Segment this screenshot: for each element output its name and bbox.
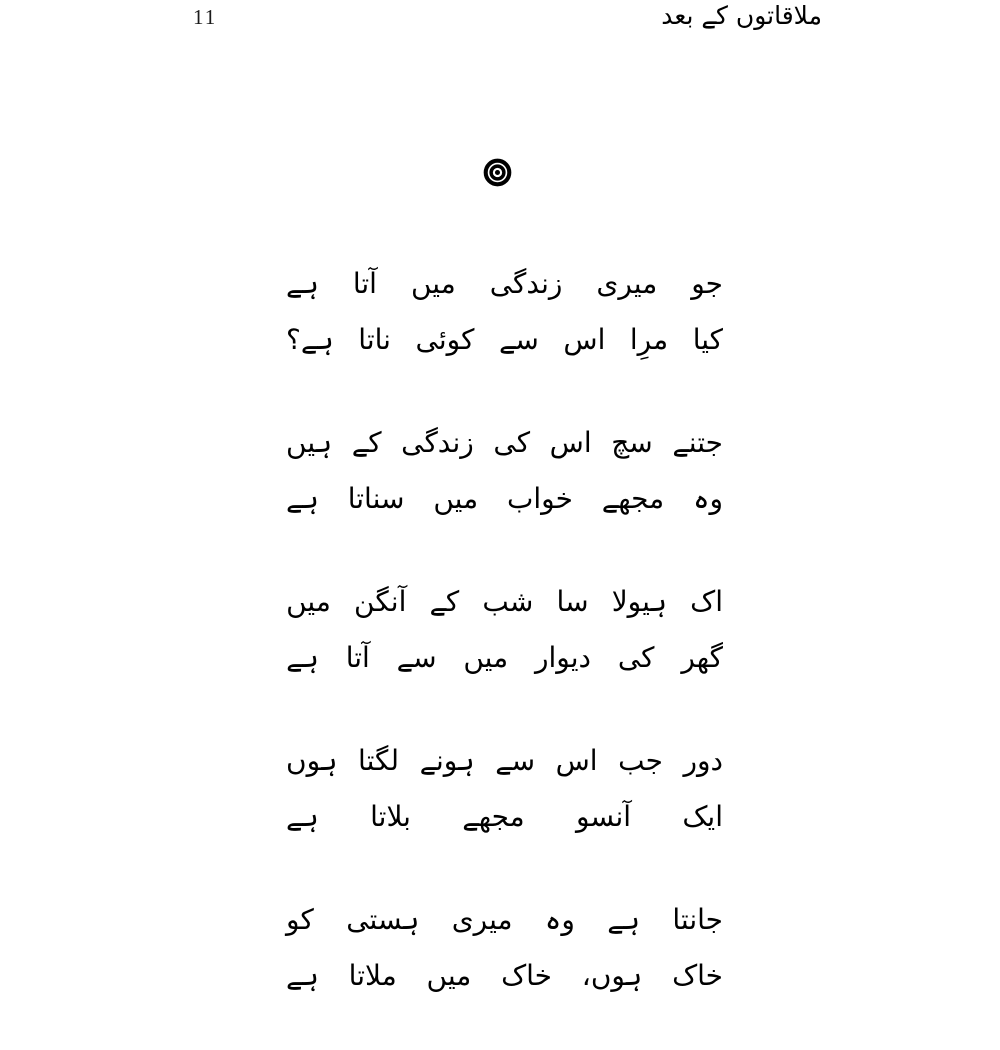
poem-word: میری bbox=[451, 902, 513, 936]
poem-word: ہے bbox=[286, 799, 319, 833]
couplet bbox=[286, 732, 723, 844]
poem-word: وہ bbox=[544, 902, 575, 936]
poem-word: اس bbox=[555, 743, 598, 777]
poem-line bbox=[286, 788, 723, 844]
poem-word: لگتا bbox=[358, 743, 400, 777]
poem-word: زندگی bbox=[401, 425, 474, 459]
poem-word: ملاتا bbox=[348, 958, 397, 992]
poem-line bbox=[286, 311, 723, 367]
poem-word: دیوار bbox=[534, 640, 591, 674]
poem-line bbox=[286, 414, 723, 470]
poem-word: سا bbox=[556, 584, 589, 618]
poem-word: آتا bbox=[352, 266, 377, 300]
poem-word: بلاتا bbox=[370, 799, 411, 833]
poem-word: دور bbox=[683, 743, 723, 777]
poem-word: ناتا bbox=[358, 322, 391, 356]
poem-word: ہستی bbox=[346, 902, 420, 936]
poem-word: ہونے bbox=[419, 743, 475, 777]
poem-word: سے bbox=[498, 322, 539, 356]
poem-word: سے bbox=[495, 743, 536, 777]
poem-line bbox=[286, 947, 723, 1003]
poem-word: ہے؟ bbox=[286, 322, 334, 356]
couplet bbox=[286, 414, 723, 526]
poem-word: خاک bbox=[672, 958, 723, 992]
poem-word: مجھے bbox=[601, 481, 665, 515]
couplet bbox=[286, 891, 723, 1003]
poem-word: گھر bbox=[681, 640, 723, 674]
poem-word: کے bbox=[351, 425, 382, 459]
poem-word: زندگی bbox=[489, 266, 563, 300]
poem-word: ایک bbox=[682, 799, 723, 833]
poem-line bbox=[286, 255, 723, 311]
bullseye-ornament-icon bbox=[483, 158, 512, 187]
poem-word: مرِا bbox=[629, 322, 669, 356]
poem-word: ہے bbox=[607, 902, 641, 936]
poem-word: کی bbox=[617, 640, 655, 674]
poem-word: کوئی bbox=[415, 322, 475, 356]
poem-word: آنگن bbox=[354, 584, 407, 618]
poem-body bbox=[286, 255, 723, 1050]
poem-word: ہے bbox=[286, 640, 319, 674]
poem-word: خواب bbox=[507, 481, 573, 515]
poem-word: جانتا bbox=[672, 902, 723, 936]
poem-word: ہیں bbox=[286, 425, 333, 459]
poem-word: ہے bbox=[286, 481, 319, 515]
poem-word: کے bbox=[429, 584, 460, 618]
poem-word: اک bbox=[690, 584, 723, 618]
poem-line bbox=[286, 573, 723, 629]
poem-line bbox=[286, 732, 723, 788]
page-number: 11 bbox=[193, 5, 218, 29]
poem-word: اس bbox=[563, 322, 606, 356]
poem-word: سناتا bbox=[347, 481, 405, 515]
poem-word: آتا bbox=[345, 640, 370, 674]
poem-word: میں bbox=[286, 584, 331, 618]
poem-word: جب bbox=[618, 743, 663, 777]
poem-word: ہیولا bbox=[611, 584, 667, 618]
poem-word: میری bbox=[596, 266, 658, 300]
couplet bbox=[286, 255, 723, 367]
poem-word: میں bbox=[463, 640, 509, 674]
poem-word: شب bbox=[482, 584, 534, 618]
poem-word: ہوں، bbox=[581, 958, 643, 992]
poem-word: کیا bbox=[692, 322, 723, 356]
poem-word: خاک bbox=[501, 958, 552, 992]
poem-word: میں bbox=[433, 481, 479, 515]
couplet bbox=[286, 573, 723, 685]
poem-line bbox=[286, 629, 723, 685]
poem-word: میں bbox=[410, 266, 456, 300]
poem-word: آنسو bbox=[576, 799, 632, 833]
poem-word: کو bbox=[286, 902, 314, 936]
poem-word: ہوں bbox=[286, 743, 338, 777]
poem-line bbox=[286, 470, 723, 526]
poem-line bbox=[286, 891, 723, 947]
poem-word: سے bbox=[396, 640, 437, 674]
poem-word: اس bbox=[549, 425, 592, 459]
poem-word: کی bbox=[493, 425, 531, 459]
running-header-title: ملاقاتوں کے بعد bbox=[661, 1, 822, 30]
poem-word: جتنے bbox=[672, 425, 723, 459]
poem-word: میں bbox=[426, 958, 472, 992]
poem-word: مجھے bbox=[462, 799, 525, 833]
poem-word: ہے bbox=[286, 266, 319, 300]
poem-word: ہے bbox=[286, 958, 319, 992]
poem-word: وہ bbox=[693, 481, 723, 515]
poem-word: جو bbox=[691, 266, 723, 300]
poem-word: سچ bbox=[611, 425, 653, 459]
